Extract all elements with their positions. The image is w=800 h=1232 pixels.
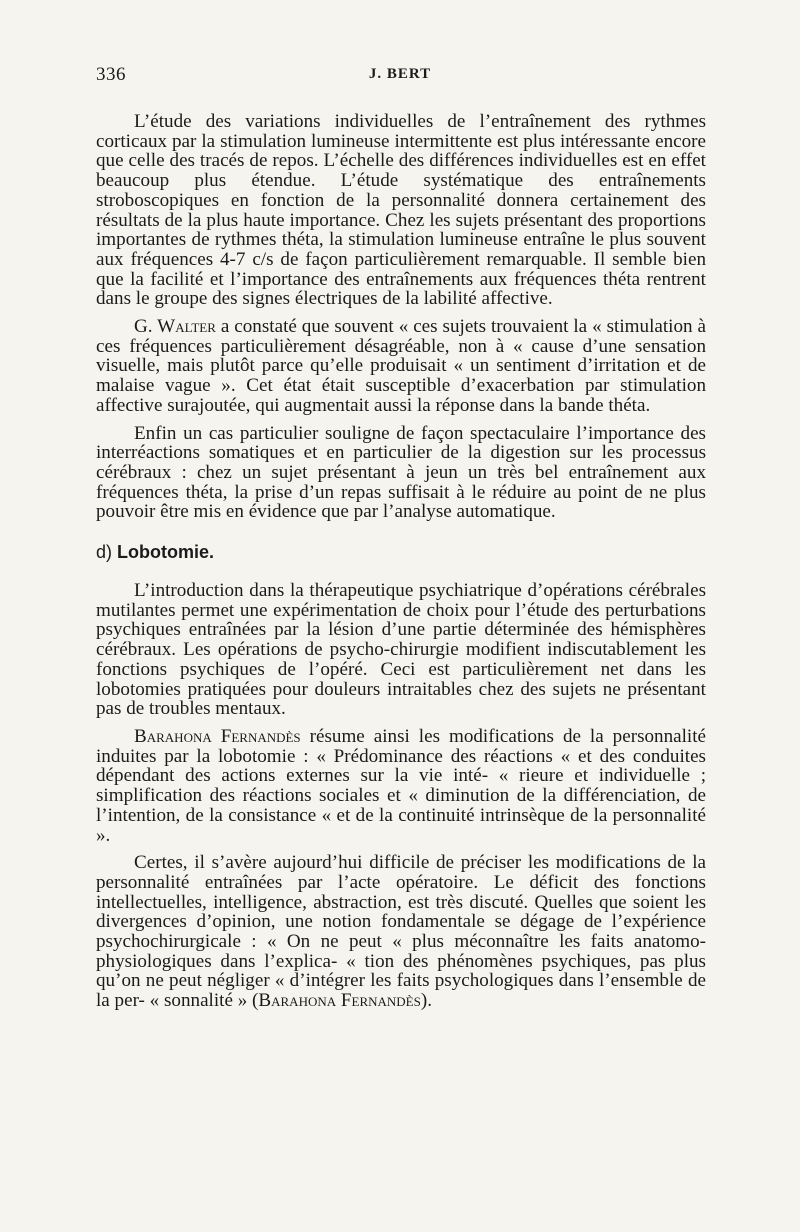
body-text [96, 112, 706, 1019]
citation-author: Barahona Fernandès [258, 990, 421, 1012]
page-number: 336 [96, 64, 126, 85]
section-title: Lobotomie. [117, 542, 215, 563]
author-name: Barahona Fernandès [134, 725, 301, 747]
paragraph-5 [96, 727, 706, 845]
running-head: J. BERT [368, 66, 432, 82]
section-heading [96, 542, 706, 562]
paragraph-2 [96, 317, 706, 416]
page-header [96, 64, 704, 94]
section-label: d) [96, 542, 113, 563]
paragraph-4: L’introduction dans la thérapeutique psychiatrique d’opérations cérébrales mutilantes permet une expérimentation de choix pour l’étude des perturbations psychiques entraînées par la lésion d’une partie déterminée des hémisphères cérébraux. Les opérations de psycho-chirurgie modifient indiscutablement les fonctions psychiques de l’opéré. Ceci est particulièrement net dans les lobotomies pratiquées pour douleurs intraitables chez des sujets ne présentant pas de troubles mentaux. [96, 580, 706, 720]
paragraph-1: L’étude des variations individuelles de l’entraînement des rythmes corticaux par la stimulation lumineuse intermittente est plus intéressante encore que celle des tracés de repos. L’échelle des différences individuelles est en effet beaucoup plus étendue. L’étude systématique des entraînements stroboscopiques en fonction de la personnalité donnera certainement des résultats de la plus haute importance. Chez les sujets présentant des proportions importantes de rythmes théta, la stimulation lumineuse entraîne le plus souvent aux fréquences 4-7 c/s de façon particulièrement remarquable. Il semble bien que la facilité et l’importance des entraînements aux fréquences théta rentrent dans le groupe des signes électriques de la labilité affective. [96, 111, 706, 310]
paragraph-6 [96, 853, 706, 1011]
paragraph-6-text: Certes, il s’avère aujourd’hui difficile de préciser les modifications de la personnalité entraînées par l’acte opératoire. Le déficit des fonctions intellectuelles, intelligence, abstraction, est très discuté. Quelles que soient les divergences d’opinion, une notion fondamentale se dégage de l’expérience psychochirurgicale : « On ne peut « plus méconnaître les faits anatomo-physiologiques dans l’explica- « tion des phénomènes psychiques, pas plus qu’on ne peut négliger « d’intégrer les faits psychologiques dans l’ensemble de la per- « sonnalité » ( [96, 852, 706, 1012]
citation-close: ). [420, 990, 432, 1012]
paragraph-3: Enfin un cas particulier souligne de façon spectaculaire l’importance des interréactions somatiques et en particulier de la digestion sur les processus cérébraux : chez un sujet présentant à jeun un très bel entraînement aux fréquences théta, la prise d’un repas suffisait à le réduire au point de ne plus pouvoir être mis en évidence que par l’analyse automatique. [96, 422, 706, 523]
paragraph-2-text: a constaté que souvent « ces sujets trouvaient la « stimulation à ces fréquences particulièrement désagréable, non à « cause d’une sensation visuelle, mais plutôt parce qu’elle produisait « un sentiment d’irritation et de malaise vague ». Cet état était susceptible d’exacerbation par stimulation affective surajoutée, qui augmentait aussi la réponse dans la bande théta. [96, 316, 706, 416]
author-name: G. Walter [134, 316, 216, 338]
paragraph-5-text: résume ainsi les modifications de la personnalité induites par la lobotomie : « Prédominance des réactions « et des conduites dépendant des actions externes sur la vie inté- « rieure et individuelle ; simplification des réactions sociales et « diminution de la différenciation, de l’intention, de la consistance « et de la continuité intrinsèque de la personnalité ». [96, 725, 707, 846]
